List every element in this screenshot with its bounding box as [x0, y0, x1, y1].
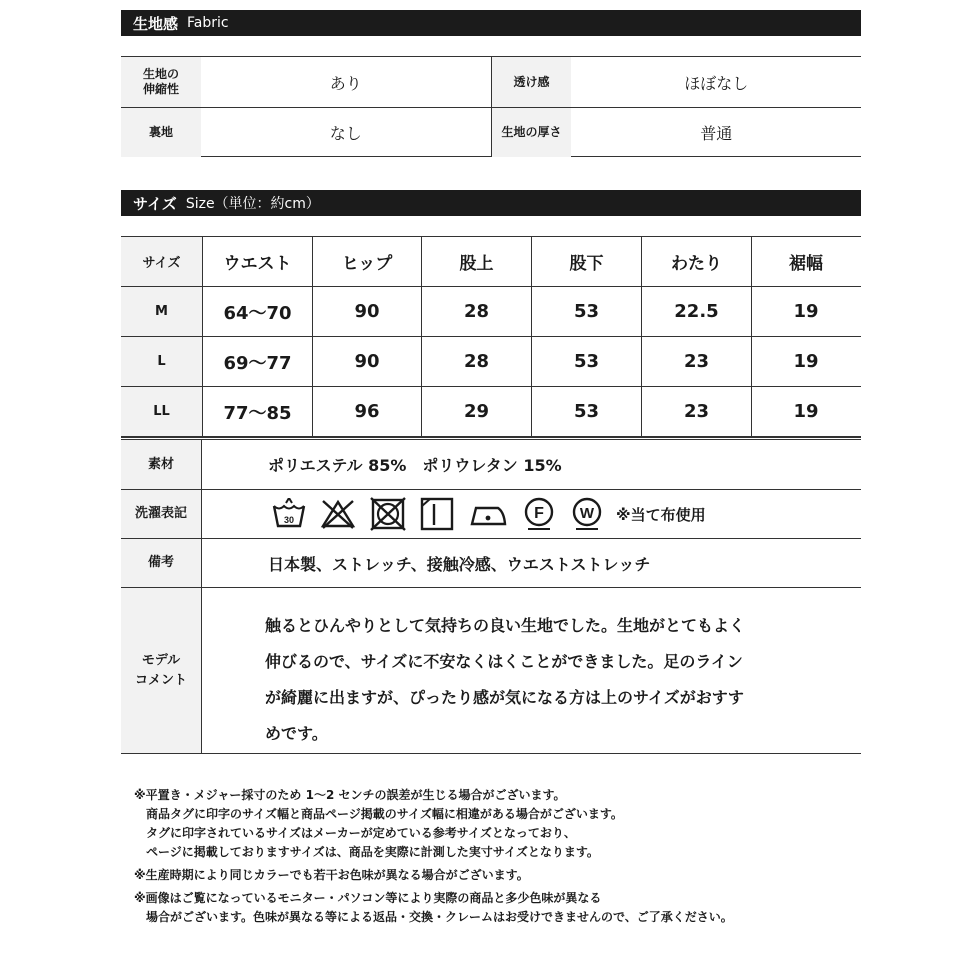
size-header-cell: サイズ — [121, 237, 202, 286]
hand-wash-30-icon — [272, 498, 306, 530]
size-cell: 96 — [312, 387, 421, 436]
thickness-label: 生地の厚さ — [492, 108, 572, 157]
note-line: ※画像はご覧になっているモニター・パソコン等により実際の商品と多少色味が異なる — [134, 891, 602, 905]
no-tumble-dry-icon — [370, 497, 406, 531]
note-line: ページに掲載しておりますサイズは、商品を実際に計測した実寸サイズとなります。 — [134, 845, 599, 859]
detail-table — [121, 437, 861, 754]
remarks-value: 日本製、ストレッチ、接触冷感、ウエストストレッチ — [268, 554, 651, 574]
size-cell: 69〜77 — [202, 337, 312, 386]
model-label-line1: モデル — [141, 652, 181, 668]
notes — [134, 786, 864, 927]
material-row — [121, 440, 861, 490]
remarks-row — [121, 539, 861, 588]
size-cell: LL — [121, 387, 202, 436]
wet-clean-letter: W — [579, 505, 595, 522]
note-line: ※生産時期により同じカラーでも若干お色味が異なる場合がございます。 — [134, 868, 529, 882]
iron-low-icon — [468, 498, 508, 530]
size-cell: M — [121, 287, 202, 336]
size-row — [121, 387, 861, 437]
lining-value: なし — [329, 124, 362, 143]
stretch-label — [121, 57, 201, 107]
size-header-cell: 裾幅 — [751, 237, 860, 286]
stretch-label-line2: 伸縮性 — [142, 82, 179, 96]
care-label: 洗濯表記 — [121, 490, 202, 538]
size-section-header — [121, 190, 861, 216]
note-line: 場合がございます。色味が異なる等による返品・交換・クレームはお受けできませんので、ご了承ください。 — [134, 910, 733, 924]
size-cell: 19 — [751, 337, 860, 386]
size-cell: 22.5 — [641, 287, 751, 336]
size-title-en: Size（単位：約cm） — [185, 196, 320, 212]
fabric-title-en: Fabric — [187, 15, 229, 31]
wet-clean-w-icon — [570, 497, 604, 531]
care-value — [202, 490, 861, 538]
size-title-jp: サイズ — [133, 194, 177, 213]
size-row — [121, 337, 861, 387]
size-cell: 90 — [312, 287, 421, 336]
comment-line: が綺麗に出ますが、ぴったり感が気になる方は上のサイズがおすす — [265, 688, 744, 707]
size-row — [121, 287, 861, 337]
wash-temp-text: 30 — [283, 515, 295, 525]
lining-label: 裏地 — [121, 108, 201, 157]
care-icons — [272, 497, 604, 531]
size-cell: L — [121, 337, 202, 386]
size-cell: 19 — [751, 387, 860, 436]
model-comment-label — [121, 588, 202, 753]
size-header-cell: わたり — [641, 237, 751, 286]
size-header-cell: 股下 — [531, 237, 641, 286]
line-dry-icon — [420, 497, 454, 531]
dry-clean-f-icon — [522, 497, 556, 531]
sheer-label: 透け感 — [492, 57, 572, 107]
fabric-title-jp: 生地感 — [133, 14, 179, 33]
size-header-cell: 股上 — [421, 237, 531, 286]
fabric-section-header — [121, 10, 861, 36]
model-comment-row — [121, 588, 861, 754]
size-cell: 28 — [421, 337, 531, 386]
note-line: タグに印字されているサイズはメーカーが定めている参考サイズとなっており、 — [134, 826, 576, 840]
thickness-value: 普通 — [700, 124, 733, 143]
note-line: 商品タグに印字のサイズ幅と商品ページ掲載のサイズ幅に相違がある場合がございます。 — [134, 807, 623, 821]
note-line: ※平置き・メジャー採寸のため 1〜2 センチの誤差が生じる場合がございます。 — [134, 788, 566, 802]
dry-clean-letter: F — [534, 505, 544, 522]
fabric-row — [121, 57, 861, 107]
sheer-value: ほぼなし — [684, 73, 749, 93]
size-cell: 28 — [421, 287, 531, 336]
care-note: ※当て布使用 — [616, 505, 706, 524]
size-cell: 19 — [751, 287, 860, 336]
material-value: ポリエステル 85% ポリウレタン 15% — [268, 456, 562, 475]
size-header-cell: ヒップ — [312, 237, 421, 286]
size-cell: 53 — [531, 287, 641, 336]
size-cell: 53 — [531, 387, 641, 436]
size-cell: 77〜85 — [202, 387, 312, 436]
care-row — [121, 490, 861, 539]
size-cell: 29 — [421, 387, 531, 436]
comment-line: 伸びるので、サイズに不安なくはくことができました。足のライン — [265, 652, 743, 671]
size-header-cell: ウエスト — [202, 237, 312, 286]
fabric-row — [121, 107, 861, 157]
stretch-value: あり — [329, 73, 362, 93]
material-label: 素材 — [121, 440, 202, 489]
fabric-table — [121, 56, 861, 157]
size-cell: 53 — [531, 337, 641, 386]
comment-line: 触るとひんやりとして気持ちの良い生地でした。生地がとてもよく — [265, 616, 746, 635]
remarks-label: 備考 — [121, 539, 202, 587]
comment-line: めです。 — [265, 724, 328, 743]
size-header-row — [121, 237, 861, 287]
stretch-label-line1: 生地の — [142, 67, 179, 81]
no-bleach-icon — [320, 498, 356, 530]
size-cell: 23 — [641, 387, 751, 436]
model-comment-text — [202, 588, 745, 753]
model-label-line2: コメント — [134, 672, 187, 688]
size-table — [121, 236, 861, 436]
size-cell: 90 — [312, 337, 421, 386]
size-cell: 23 — [641, 337, 751, 386]
size-cell: 64〜70 — [202, 287, 312, 336]
